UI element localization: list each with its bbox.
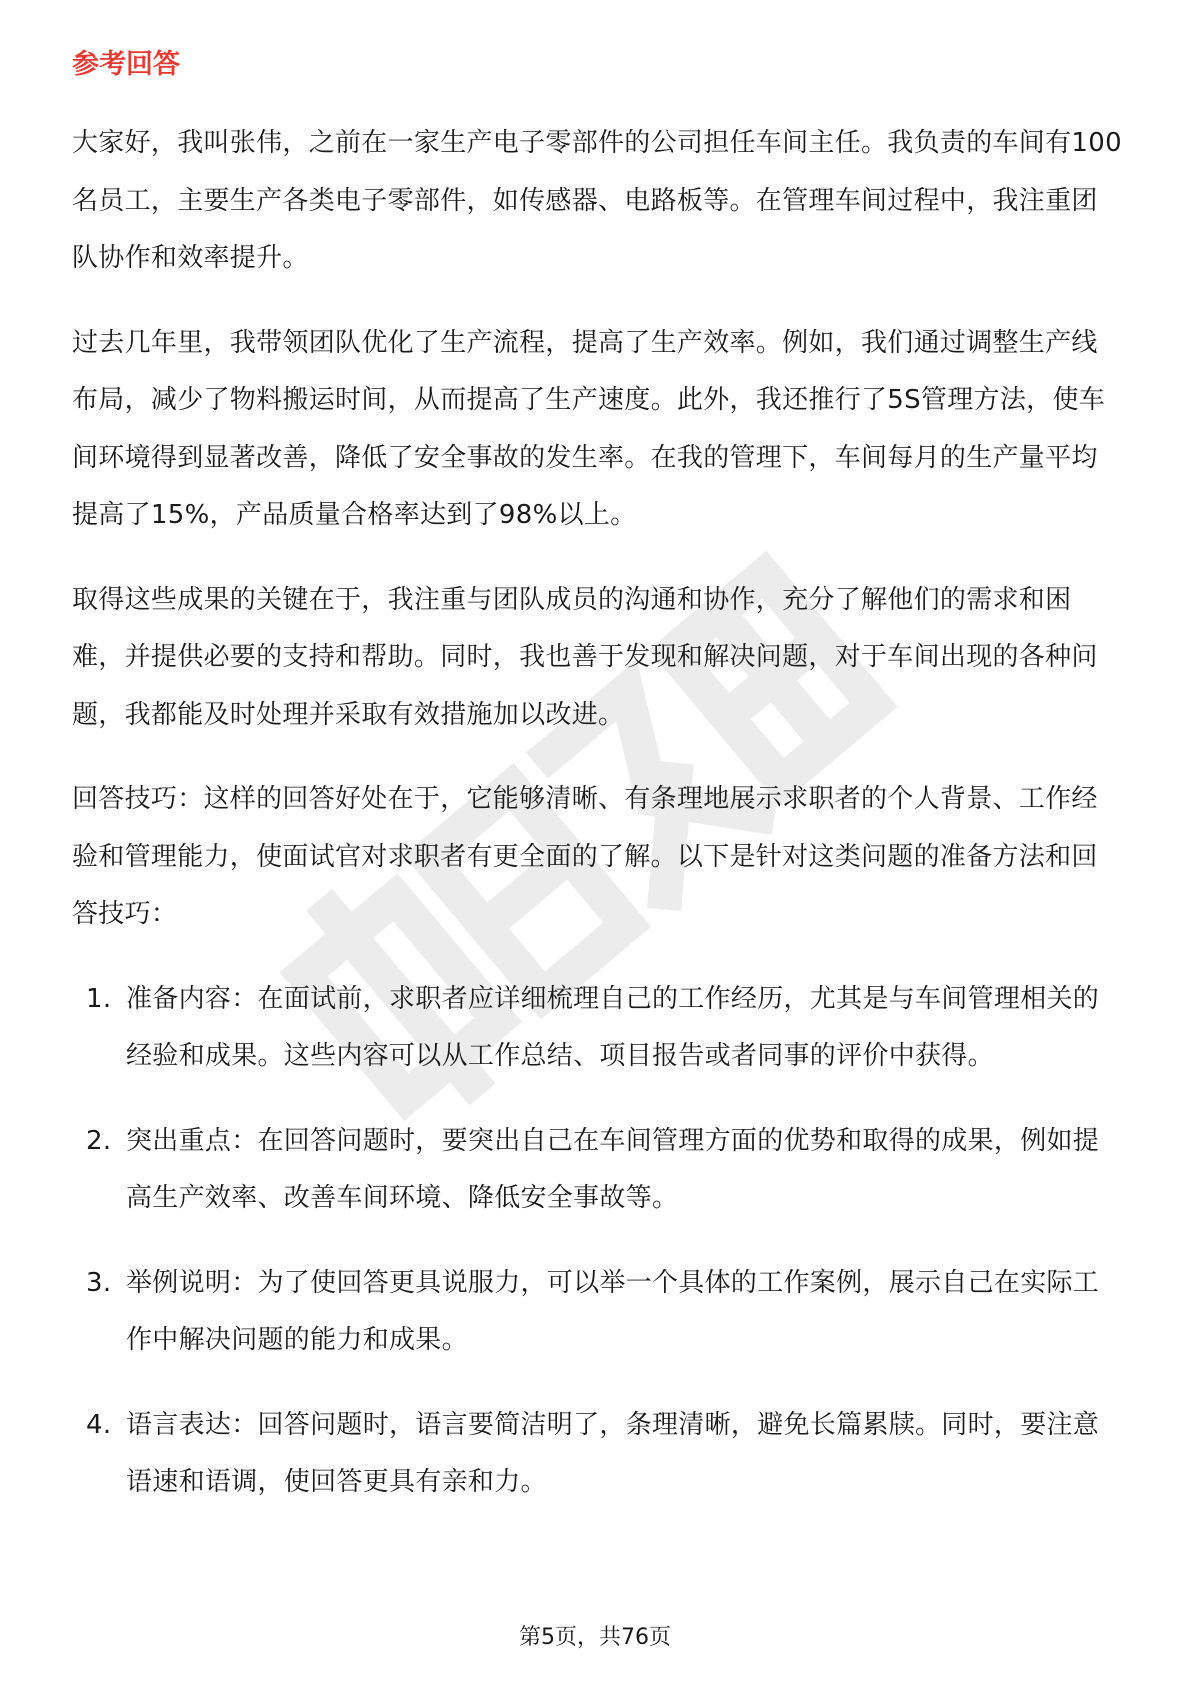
page-footer: 第5页，共76页 — [519, 1625, 671, 1650]
list-item — [72, 1113, 1122, 1228]
list-item — [72, 971, 1122, 1086]
paragraph-intro: 大家好，我叫张伟，之前在一家生产电子零部件的公司担任车间主任。我负责的车间有100名员工，主要生产各类电子零部件，如传感器、电路板等。在管理车间过程中，我注重团队协作和效率提升。 — [72, 128, 1122, 273]
content-area — [72, 45, 1122, 1539]
list-item-text: 举例说明：为了使回答更具说服力，可以举一个具体的工作案例，展示自己在实际工作中解决问题的能力和成果。 — [126, 1267, 1100, 1355]
list-item-number: 3. — [86, 1267, 112, 1298]
list-item-text: 突出重点：在回答问题时，要突出自己在车间管理方面的优势和取得的成果，例如提高生产效率、改善车间环境、降低安全事故等。 — [126, 1125, 1100, 1213]
list-item-number: 4. — [86, 1409, 112, 1440]
list-item — [72, 1397, 1122, 1512]
paragraph-key-factors: 取得这些成果的关键在于，我注重与团队成员的沟通和协作，充分了解他们的需求和困难，并提供必要的支持和帮助。同时，我也善于发现和解决问题，对于车间出现的各种问题，我都能及时处理并采取有效措施加以改进。 — [72, 584, 1098, 730]
section-heading: 参考回答 — [72, 49, 180, 80]
list-item — [72, 1255, 1122, 1370]
paragraph-answer-tips: 回答技巧：这样的回答好处在于，它能够清晰、有条理地展示求职者的个人背景、工作经验和管理能力，使面试官对求职者有更全面的了解。以下是针对这类问题的准备方法和回答技巧： — [72, 784, 1098, 929]
list-item-number: 2. — [86, 1125, 112, 1156]
paragraph-achievements: 过去几年里，我带领团队优化了生产流程，提高了生产效率。例如，我们通过调整生产线布局，减少了物料搬运时间，从而提高了生产速度。此外，我还推行了5S管理方法，使车间环境得到显著改善，降低了安全事故的发生率。在我的管理下，车间每月的生产量平均提高了15%，产品质量合格率达到了98%以上。 — [72, 327, 1106, 530]
list-item-text: 语言表达：回答问题时，语言要简洁明了，条理清晰，避免长篇累牍。同时，要注意语速和语调，使回答更具有亲和力。 — [126, 1409, 1100, 1497]
list-item-text: 准备内容：在面试前，求职者应详细梳理自己的工作经历，尤其是与车间管理相关的经验和成果。这些内容可以从工作总结、项目报告或者同事的评价中获得。 — [126, 983, 1100, 1071]
tips-list — [72, 971, 1122, 1512]
list-item-number: 1. — [86, 983, 112, 1014]
